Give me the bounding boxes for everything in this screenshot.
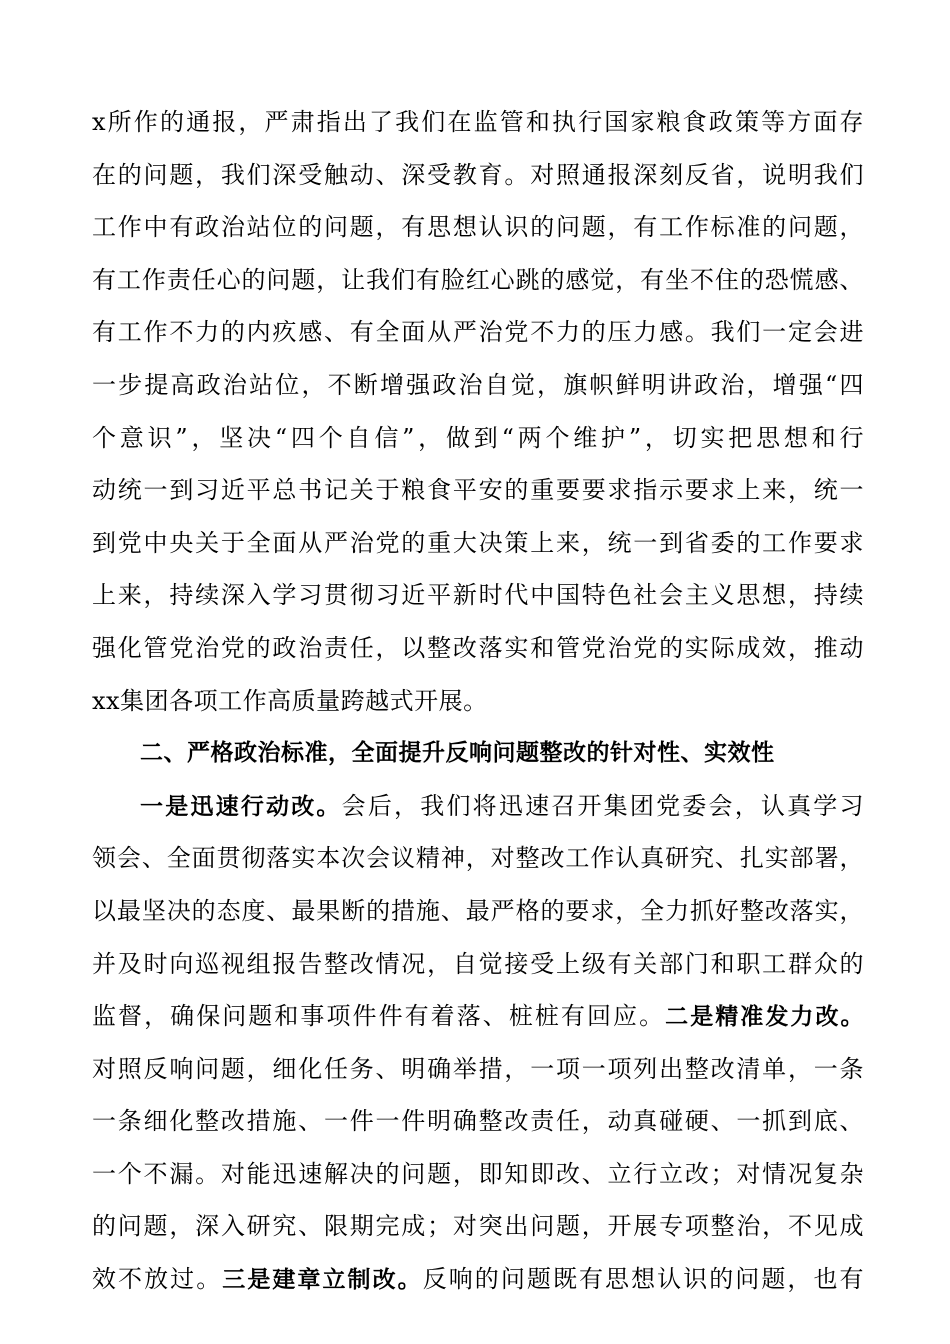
paragraph-two — [92, 780, 864, 1306]
text-line — [92, 990, 864, 1043]
text-line: 并及时向巡视组报告整改情况，自觉接受上级有关部门和职工群众的 — [92, 949, 864, 978]
text-line: 在的问题，我们深受触动、深受教育。对照通报深刻反省，说明我们 — [92, 160, 864, 189]
text-line: 一条细化整改措施、一件一件明确整改责任，动真碰硬、一抓到底、 — [92, 1107, 864, 1136]
text-line — [92, 780, 864, 833]
point-one-title: 一是迅速行动改。 — [140, 793, 342, 820]
text-line: 个意识”，坚决“四个自信”，做到“两个维护”，切实把思想和行 — [92, 423, 864, 452]
text-line: 强化管党治党的政治责任，以整改落实和管党治党的实际成效，推动 — [92, 633, 864, 662]
point-three-title: 三是建章立制改。 — [222, 1267, 423, 1294]
text-line: x所作的通报，严肃指出了我们在监管和执行国家粮食政策等方面存 — [92, 108, 864, 136]
text-line: 的问题，深入研究、限期完成；对突出问题，开展专项整治，不见成 — [92, 1212, 864, 1241]
point-two-title: 二是精准发力改。 — [665, 1004, 865, 1031]
text-line: 对照反响问题，细化任务、明确举措，一项一项列出整改清单，一条 — [92, 1054, 864, 1083]
text-line: 到党中央关于全面从严治党的重大决策上来，统一到省委的工作要求 — [92, 528, 864, 557]
text-line: 动统一到习近平总书记关于粮食平安的重要要求指示要求上来，统一 — [92, 476, 864, 505]
text-line — [92, 1253, 864, 1306]
text-line: 上来，持续深入学习贯彻习近平新时代中国特色社会主义思想，持续 — [92, 581, 864, 610]
text-line: 领会、全面贯彻落实本次会议精神，对整改工作认真研究、扎实部署， — [92, 844, 864, 873]
text-run: 效不放过。 — [92, 1265, 223, 1294]
text-line: 工作中有政治站位的问题，有思想认识的问题，有工作标准的问题， — [92, 213, 864, 242]
text-line: 有工作责任心的问题，让我们有脸红心跳的感觉，有坐不住的恐慌感、 — [92, 265, 864, 294]
paragraph-one — [92, 96, 864, 727]
text-line: 有工作不力的内疚感、有全面从严治党不力的压力感。我们一定会进 — [92, 318, 864, 347]
text-line: 一个不漏。对能迅速解决的问题，即知即改、立行立改；对情况复杂 — [92, 1159, 864, 1188]
text-line: 以最坚决的态度、最果断的措施、最严格的要求，全力抓好整改落实， — [92, 896, 864, 925]
document-page — [92, 96, 864, 1306]
text-run: 反响的问题既有思想认识的问题，也有 — [422, 1265, 865, 1294]
text-line: xx集团各项工作高质量跨越式开展。 — [92, 686, 488, 715]
text-run: 会后，我们将迅速召开集团党委会，认真学习 — [341, 791, 865, 820]
section-heading: 二、严格政治标准，全面提升反响问题整改的针对性、实效性 — [140, 740, 775, 767]
text-run: 监督，确保问题和事项件件有着落、桩桩有回应。 — [92, 1002, 666, 1031]
text-line: 一步提高政治站位，不断增强政治自觉，旗帜鲜明讲政治，增强“四 — [92, 370, 864, 399]
